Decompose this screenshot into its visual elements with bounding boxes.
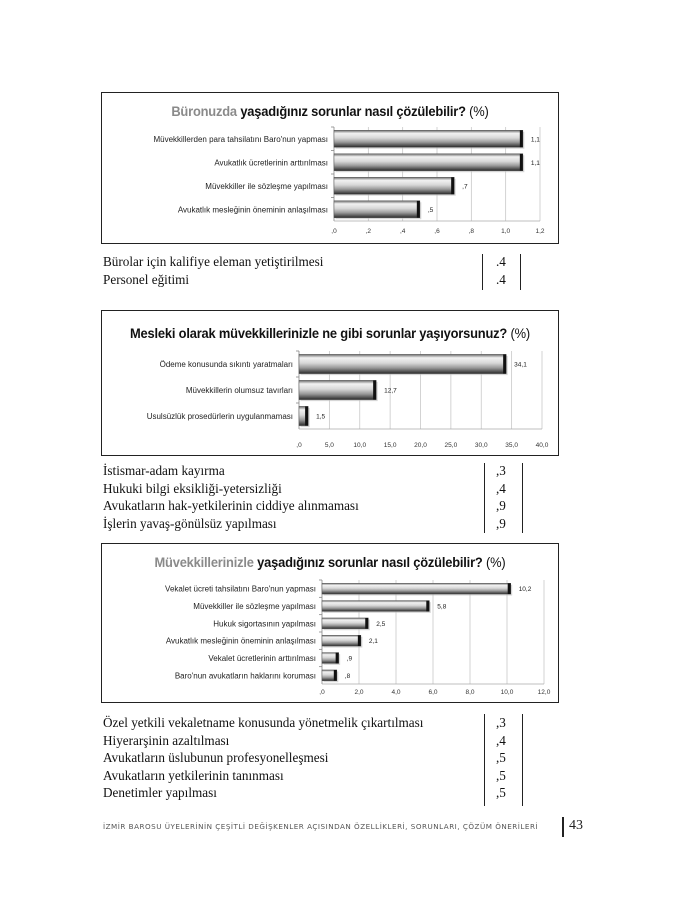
row-label: Avukatların üslubunun profesyonelleşmesi <box>103 750 329 765</box>
row-value: ,3 <box>496 715 506 730</box>
chart-1 <box>101 92 559 244</box>
bar <box>322 635 361 646</box>
row-value: ,4 <box>496 480 506 496</box>
category-label: Baro'nun avukatların haklarını koruması <box>174 671 316 681</box>
bar-cap <box>520 154 523 171</box>
chart-2-title-part2: Mesleki olarak müvekkillerinizle ne gibi sorunlar yaşıyorsunuz? <box>130 325 508 341</box>
data-label: 34,1 <box>514 361 527 369</box>
row-value: ,3 <box>496 463 506 478</box>
chart-3-title-part2: yaşadığınız sorunlar nasıl çözülebilir? <box>257 554 483 570</box>
tick-label: 10,0 <box>500 689 514 696</box>
data-label: ,5 <box>427 206 434 214</box>
tick-label: 20,0 <box>414 442 427 449</box>
data-label: 1,1 <box>530 159 540 167</box>
tick-label: ,8 <box>468 228 475 235</box>
running-title: İZMİR BAROSU ÜYELERİNİN ÇEŞİTLİ DEĞİŞKENLER AÇISINDAN ÖZELLİKLERİ, SORUNLARI, ÇÖZÜM ÖNERİLERİ <box>103 822 539 831</box>
chart-3-title-part1: Müvekkillerinizle <box>154 554 254 570</box>
table-3-divider-left <box>484 714 485 806</box>
data-label: 10,2 <box>518 586 532 594</box>
footer-divider <box>562 817 564 837</box>
data-label: 1,5 <box>316 413 326 421</box>
bar-cap <box>373 380 376 399</box>
row-value: ,5 <box>496 750 506 765</box>
table-1-divider-left <box>482 254 483 290</box>
data-label: 1,1 <box>530 136 540 144</box>
page-number: 43 <box>569 818 583 833</box>
bar <box>322 583 511 594</box>
row-label: İstismar-adam kayırma <box>103 463 225 478</box>
row-label: Avukatların hak-yetkilerinin ciddiye alınmaması <box>103 498 359 513</box>
bar-cap <box>508 583 511 594</box>
chart-1-plot <box>102 93 560 245</box>
row-value: .4 <box>496 271 506 287</box>
category-label: Vekalet ücreti tahsilatını Baro'nun yapması <box>165 584 316 594</box>
category-label: Avukatlık mesleğinin öneminin anlaşılması <box>177 205 328 215</box>
bar-cap <box>417 201 420 218</box>
tick-label: 4,0 <box>391 689 401 696</box>
chart-1-title-part3: (%) <box>469 103 489 119</box>
bar <box>322 601 429 612</box>
category-label: Müvekkiller ile sözleşme yapılması <box>193 602 316 611</box>
row-value: ,9 <box>496 498 506 513</box>
table-3-divider-right <box>522 714 523 806</box>
category-label: Avukatlık ücretlerinin arttırılması <box>214 158 328 168</box>
tick-label: 40,0 <box>535 442 549 449</box>
tick-label: 5,0 <box>324 442 334 449</box>
row-value: .4 <box>496 254 506 269</box>
row-value: ,5 <box>496 785 506 800</box>
category-label: Ödeme konusunda sıkıntı yaratmaları <box>159 360 293 369</box>
data-label: 5,8 <box>437 603 447 611</box>
bar <box>299 380 376 399</box>
tick-label: ,4 <box>399 228 406 235</box>
chart-3-plot <box>102 544 560 704</box>
bar-cap <box>451 177 454 194</box>
table-1-divider-right <box>520 254 521 290</box>
tick-label: 15,0 <box>383 442 397 449</box>
bar-cap <box>305 406 308 425</box>
bar-cap <box>503 354 506 373</box>
tick-label: ,0 <box>296 442 302 449</box>
row-label: Avukatların yetkilerinin tanınması <box>103 767 284 783</box>
row-label: Hiyerarşinin azaltılması <box>103 732 230 748</box>
row-label: Özel yetkili vekaletname konusunda yönetmelik çıkartılması <box>103 715 424 730</box>
bar <box>334 177 454 194</box>
category-label: Usulsüzlük prosedürlerin uygulanmaması <box>146 412 293 421</box>
chart-2-plot <box>102 311 560 457</box>
chart-3-title-part3: (%) <box>485 554 506 570</box>
bar-cap <box>365 618 368 629</box>
bar <box>334 201 420 218</box>
tick-label: ,2 <box>365 228 372 235</box>
row-label: Bürolar için kalifiye eleman yetiştirilmesi <box>103 254 324 269</box>
row-label: Denetimler yapılması <box>103 785 217 800</box>
row-label: Hukuki bilgi eksikliği-yetersizliği <box>103 480 282 496</box>
row-value: ,5 <box>496 767 506 783</box>
bar <box>334 154 523 171</box>
tick-label: 6,0 <box>428 689 438 696</box>
category-label: Vekalet ücretlerinin arttırılması <box>208 654 316 663</box>
table-2-divider-left <box>484 463 485 533</box>
row-label: Personel eğitimi <box>103 271 190 287</box>
bar-cap <box>426 601 429 612</box>
data-label: ,9 <box>346 655 353 663</box>
data-label: ,8 <box>344 672 351 680</box>
tick-label: 2,0 <box>354 689 364 696</box>
row-value: ,4 <box>496 732 506 748</box>
row-label: İşlerin yavaş-gönülsüz yapılması <box>103 515 277 531</box>
tick-label: 12,0 <box>537 689 551 696</box>
data-label: 2,1 <box>368 638 378 646</box>
tick-label: ,6 <box>434 228 440 235</box>
tick-label: ,0 <box>319 689 325 696</box>
chart-1-title-part2: yaşadığınız sorunlar nasıl çözülebilir? <box>240 103 466 119</box>
bar-cap <box>520 130 523 147</box>
data-label: 12,7 <box>384 387 397 395</box>
category-label: Hukuk sigortasının yapılması <box>213 619 316 629</box>
bar <box>322 618 368 629</box>
bar-cap <box>358 635 361 646</box>
bar-cap <box>336 653 339 664</box>
chart-1-title-part1: Büronuzda <box>171 103 237 119</box>
table-2-divider-right <box>522 463 523 533</box>
data-label: ,7 <box>462 183 468 191</box>
tick-label: 8,0 <box>465 689 475 696</box>
chart-2 <box>101 310 559 456</box>
row-value: ,9 <box>496 515 506 531</box>
bar <box>334 130 523 147</box>
tick-label: 1,0 <box>501 228 511 235</box>
category-label: Avukatlık mesleğinin öneminin anlaşılması <box>165 636 316 646</box>
bar <box>299 354 506 373</box>
chart-3 <box>101 543 559 703</box>
tick-label: 10,0 <box>353 442 367 449</box>
category-label: Müvekkillerden para tahsilatını Baro'nun yapması <box>153 134 328 144</box>
chart-2-title-part3: (%) <box>510 325 530 341</box>
bar-cap <box>334 670 337 681</box>
category-label: Müvekkiller ile sözleşme yapılması <box>205 181 328 191</box>
tick-label: 1,2 <box>535 228 545 235</box>
category-label: Müvekkillerin olumsuz tavırları <box>185 386 293 395</box>
data-label: 2,5 <box>376 620 386 628</box>
tick-label: 30,0 <box>474 442 488 449</box>
tick-label: ,0 <box>331 228 337 235</box>
tick-label: 25,0 <box>444 442 458 449</box>
tick-label: 35,0 <box>505 442 518 449</box>
